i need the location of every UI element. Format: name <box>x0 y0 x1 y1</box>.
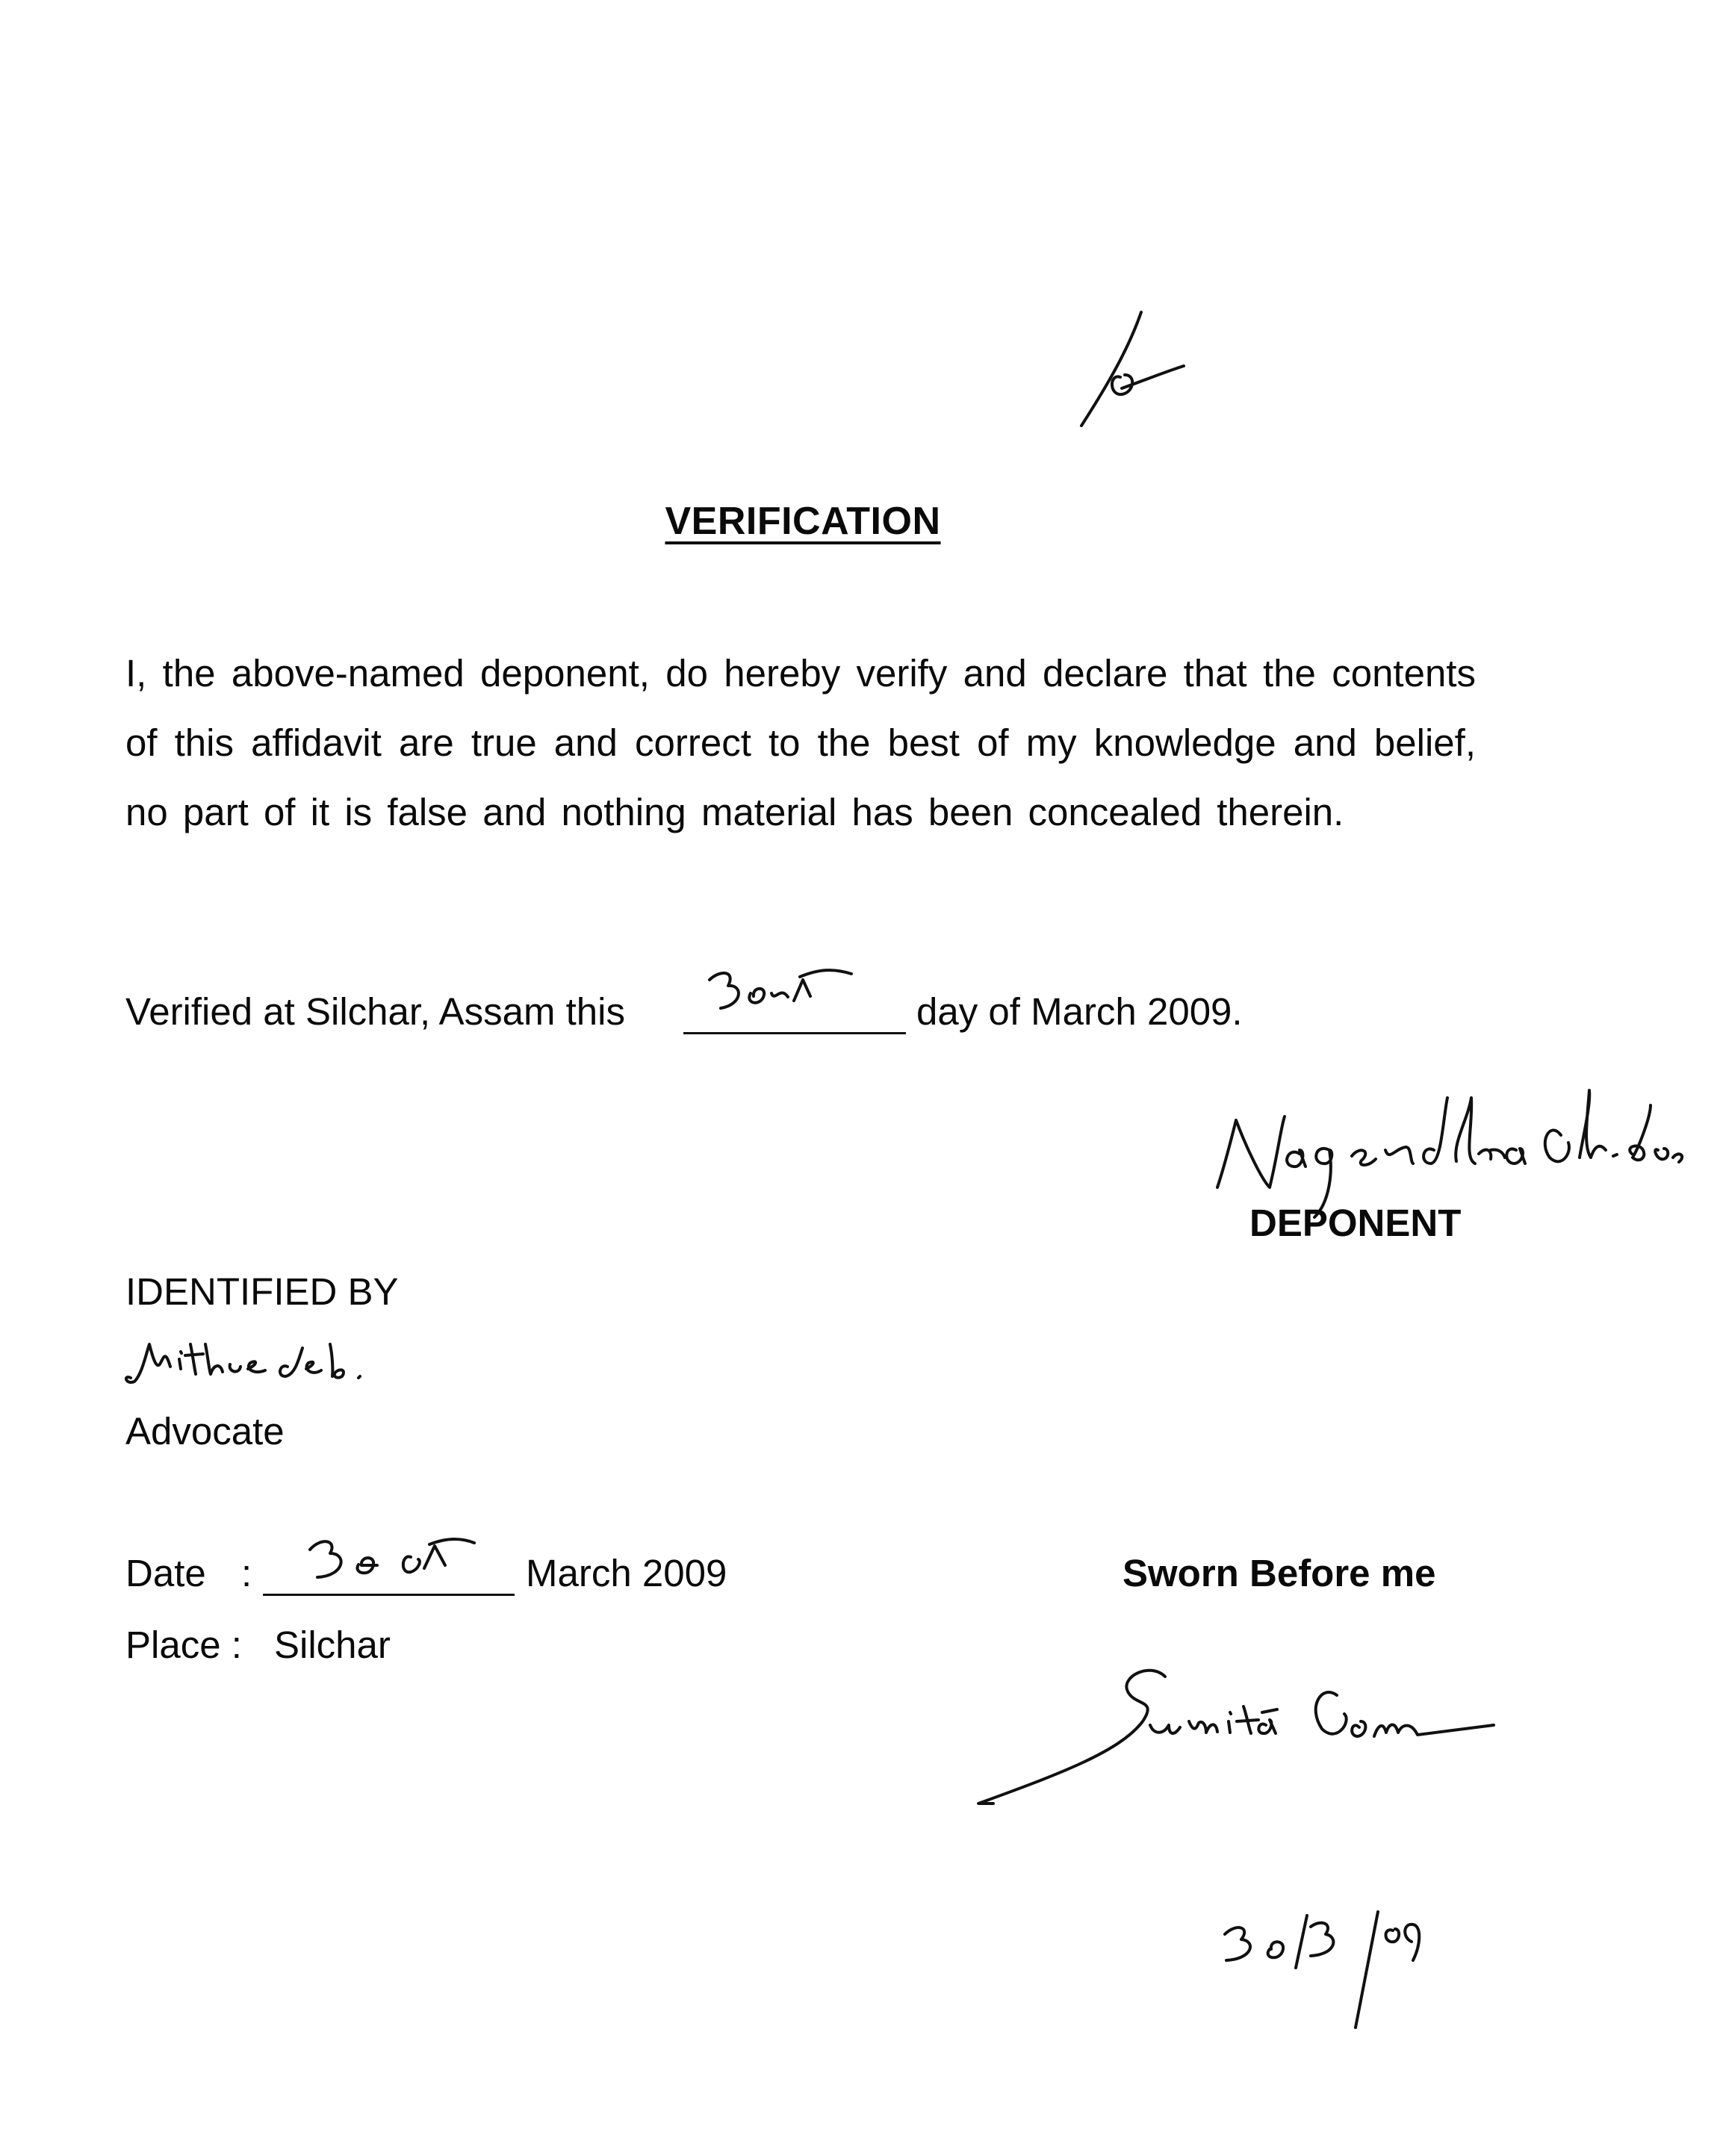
identified-by-heading: IDENTIFIED BY <box>125 1270 399 1313</box>
date-label: Date <box>125 1552 206 1594</box>
deponent-label: DEPONENT <box>1249 1202 1462 1244</box>
advocate-label: Advocate <box>125 1410 285 1453</box>
date-day-handwritten <box>306 1531 478 1591</box>
sworn-signature <box>971 1632 1509 1811</box>
advocate-signature <box>119 1333 388 1393</box>
verification-paragraph: I, the above-named deponent, do hereby verify and declare that the contents of this affidavit are true and correct to the best of my knowledge and belief, no part of it is false and nothing material has been concealed therein. <box>125 652 1476 833</box>
verified-day-handwritten <box>706 963 855 1023</box>
sworn-before-label: Sworn Before me <box>1123 1552 1436 1594</box>
verified-line-prefix: Verified at Silchar, Assam this <box>125 990 625 1033</box>
verified-day-blank <box>683 1032 906 1034</box>
verified-line-suffix: day of March 2009. <box>916 990 1243 1033</box>
date-colon: : <box>241 1552 252 1594</box>
place-label: Place : <box>125 1624 242 1666</box>
sworn-date-handwritten <box>1210 1908 1434 2035</box>
page-title: VERIFICATION <box>665 500 941 543</box>
date-suffix: March 2009 <box>526 1552 727 1594</box>
initial-mark-handwritten <box>1075 306 1195 441</box>
date-day-blank <box>263 1594 515 1596</box>
place-value: Silchar <box>274 1624 391 1666</box>
